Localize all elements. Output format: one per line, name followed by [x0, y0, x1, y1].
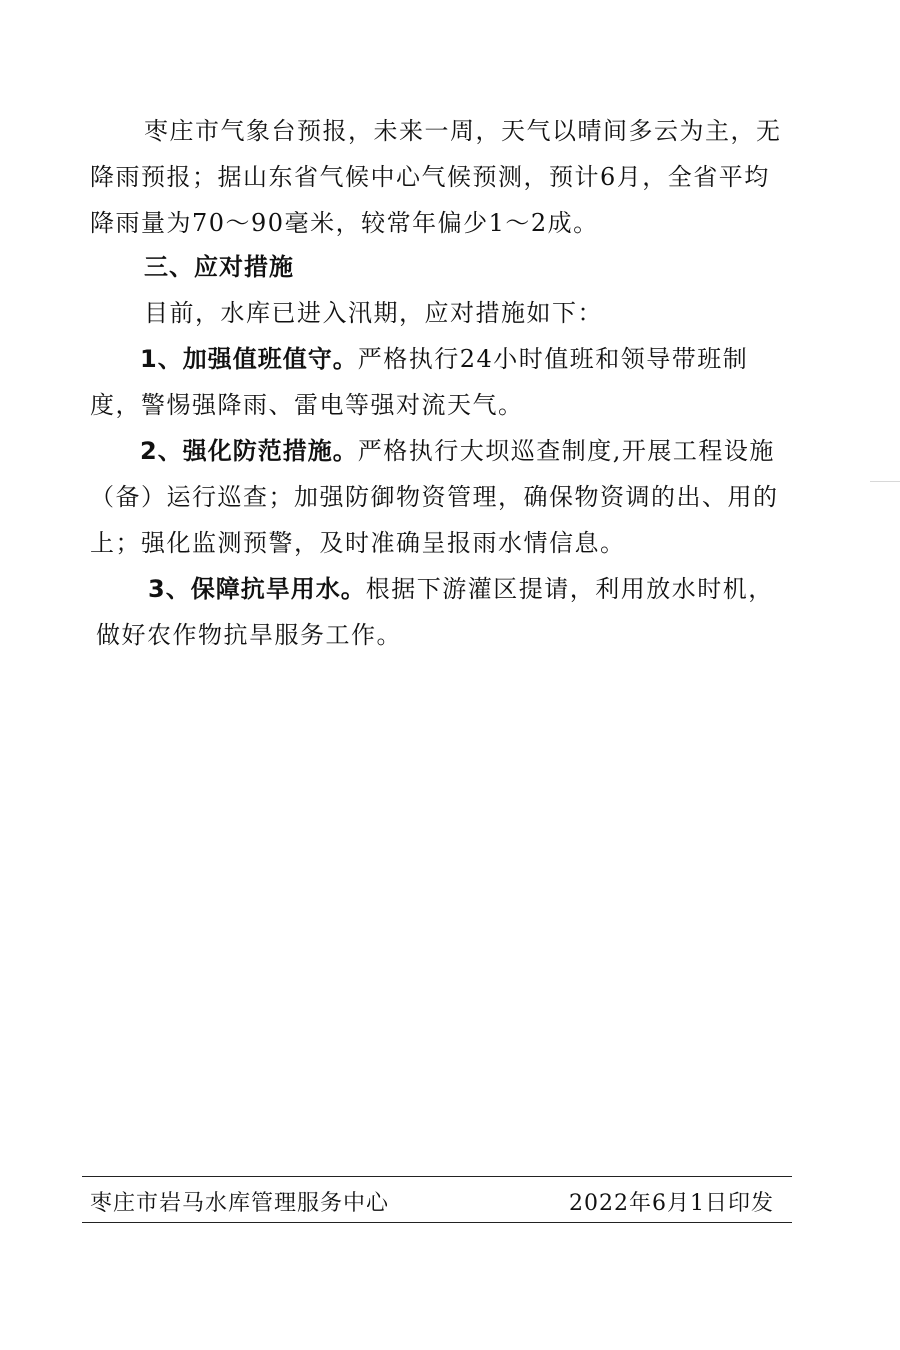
footer-date: 2022年6月1日印发 — [569, 1191, 774, 1216]
footer-issuer: 枣庄市岩马水库管理服务中心 — [90, 1191, 390, 1216]
measure-2-body: 严格执行大坝巡查制度,开展工程设施（备）运行巡查；加强防御物资管理，确保物资调的出、用的上；强化监测预警，及时准确呈报雨水情信息。 — [90, 437, 779, 557]
measure-3-continuation: 做好农作物抗旱服务工作。 — [96, 621, 402, 649]
measure-3-paragraph — [90, 566, 790, 658]
measure-1-body: 严格执行24小时值班和领导带班制度，警惕强降雨、雷电等强对流天气。 — [90, 345, 749, 419]
measure-1-paragraph — [90, 336, 790, 428]
margin-mark — [870, 481, 900, 482]
intro-paragraph: 目前，水库已进入汛期，应对措施如下： — [144, 299, 603, 327]
measure-2-paragraph — [90, 428, 790, 566]
measure-3-lead: 3、保障抗旱用水。 — [148, 575, 366, 603]
weather-paragraph: 枣庄市气象台预报，未来一周，天气以晴间多云为主，无降雨预报；据山东省气候中心气候预测，预计6月，全省平均降雨量为70～90毫米，较常年偏少1～2成。 — [90, 117, 782, 237]
measure-1-lead: 1、加强值班值守。 — [140, 345, 358, 373]
footer-bottom-rule — [82, 1222, 792, 1223]
measure-3-body: 根据下游灌区提请，利用放水时机， — [365, 575, 774, 603]
footer-top-rule — [82, 1176, 792, 1177]
section-heading: 三、应对措施 — [144, 253, 294, 281]
measure-2-lead: 2、强化防范措施。 — [140, 437, 358, 465]
